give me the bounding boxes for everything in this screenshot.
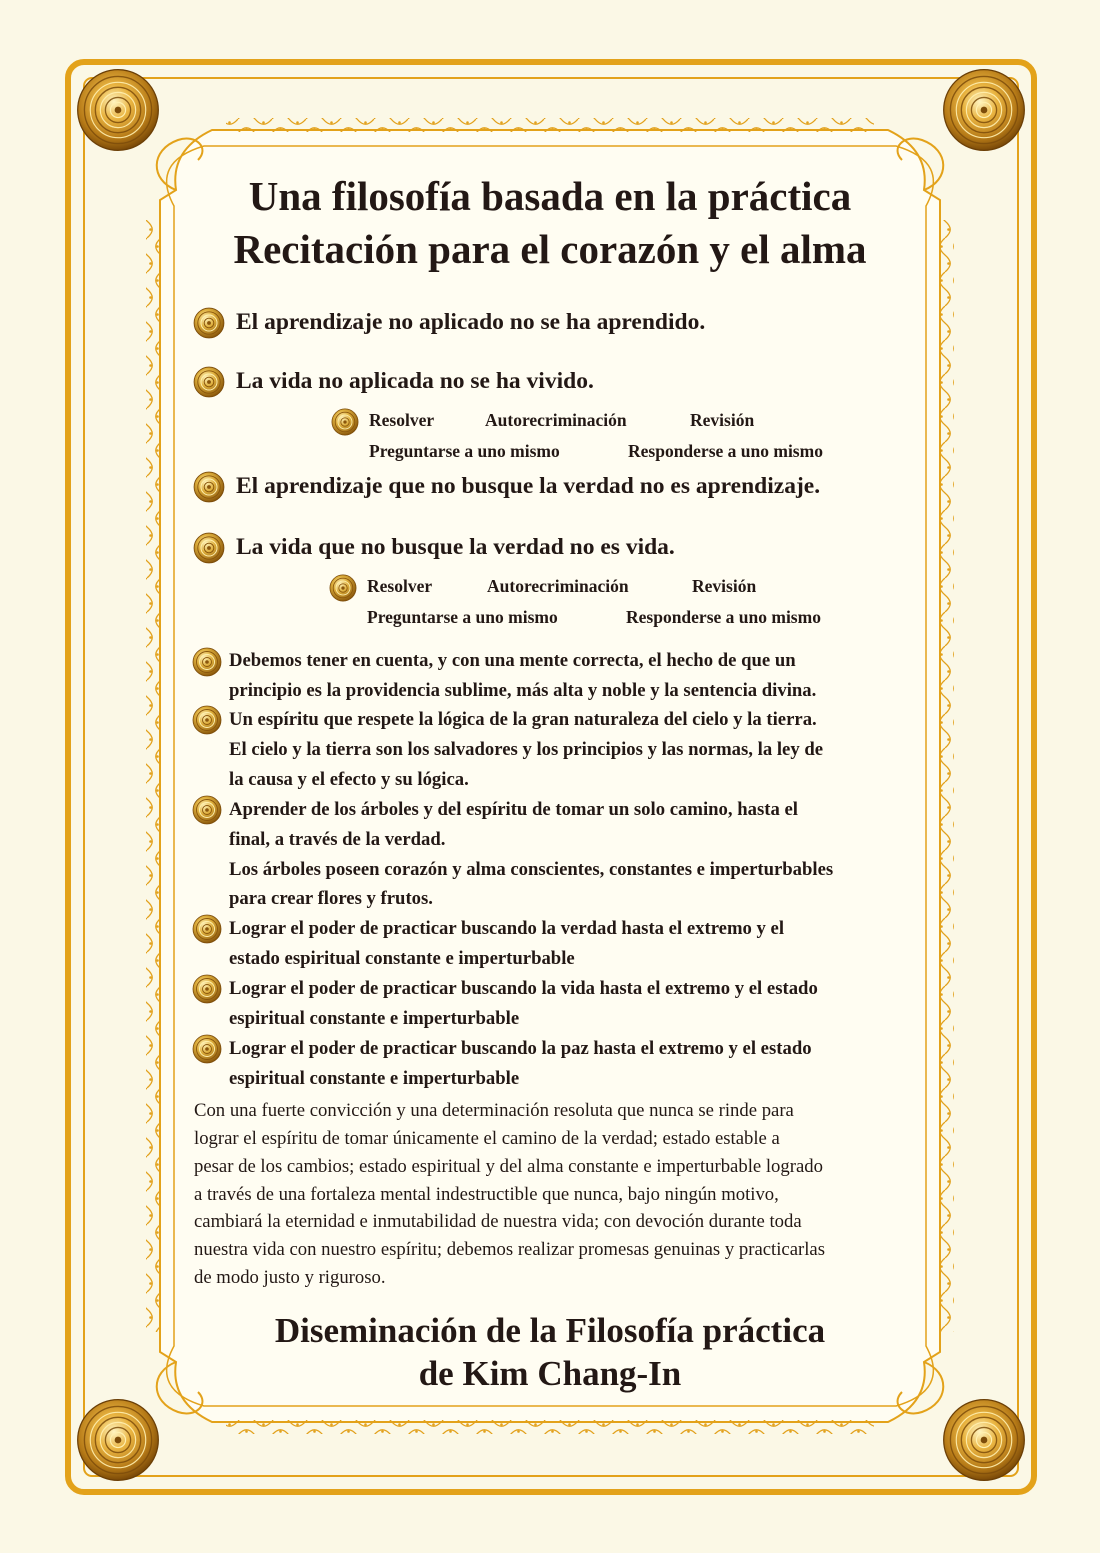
gold-bullet-icon — [192, 1034, 222, 1064]
practice-term: Autorecriminación — [487, 576, 629, 596]
principle-line: final, a través de la verdad. — [229, 829, 446, 850]
principle-line: Debemos tener en cuenta, y con una mente correcta, el hecho de que un — [229, 650, 796, 671]
gold-medallion-icon — [78, 70, 159, 151]
gold-bullet-icon — [193, 307, 225, 339]
paragraph-line: pesar de los cambios; estado espiritual y del alma constante e imperturbable logrado — [194, 1156, 823, 1177]
gold-bullet-icon — [193, 471, 225, 503]
practice-term: Preguntarse a uno mismo — [367, 607, 558, 627]
practice-term: Revisión — [690, 410, 755, 430]
closing-line-2: de Kim Chang-In — [418, 1354, 682, 1393]
principle-line: principio es la providencia sublime, más alta y noble y la sentencia divina. — [229, 680, 817, 701]
practice-term: Responderse a uno mismo — [628, 441, 823, 461]
practice-term: Autorecriminación — [485, 410, 627, 430]
principle-line: Aprender de los árboles y del espíritu de tomar un solo camino, hasta el — [229, 799, 798, 820]
principle-line: estado espiritual constante e imperturbable — [229, 948, 575, 969]
principle-line: Los árboles poseen corazón y alma conscientes, constantes e imperturbables — [229, 859, 834, 880]
principle-line: Lograr el poder de practicar buscando la vida hasta el extremo y el estado — [229, 978, 818, 999]
gold-medallion-icon — [944, 1400, 1025, 1481]
gold-bullet-icon — [192, 914, 222, 944]
principle-line: El cielo y la tierra son los salvadores y los principios y las normas, la ley de — [229, 739, 824, 760]
practice-term: Resolver — [369, 410, 435, 430]
principle-line: Lograr el poder de practicar buscando la verdad hasta el extremo y el — [229, 918, 785, 939]
main-item: La vida que no busque la verdad no es vida. — [236, 534, 675, 560]
practice-term: Revisión — [692, 576, 757, 596]
practice-term: Resolver — [367, 576, 433, 596]
main-item: El aprendizaje que no busque la verdad no es aprendizaje. — [236, 473, 821, 499]
gold-medallion-icon — [78, 1400, 159, 1481]
principle-line: espiritual constante e imperturbable — [229, 1068, 520, 1089]
gold-bullet-icon — [329, 574, 357, 602]
gold-bullet-icon — [192, 647, 222, 677]
practice-term: Preguntarse a uno mismo — [369, 441, 560, 461]
paragraph-line: cambiará la eternidad e inmutabilidad de nuestra vida; con devoción durante toda — [194, 1211, 802, 1232]
main-item: La vida no aplicada no se ha vivido. — [236, 368, 594, 394]
closing-line-1: Diseminación de la Filosofía práctica — [274, 1311, 826, 1350]
paragraph-line: Con una fuerte convicción y una determinación resoluta que nunca se rinde para — [194, 1100, 794, 1121]
gold-bullet-icon — [192, 974, 222, 1004]
gold-bullet-icon — [193, 366, 225, 398]
principle-line: espiritual constante e imperturbable — [229, 1008, 520, 1029]
gold-bullet-icon — [192, 705, 222, 735]
practice-term: Responderse a uno mismo — [626, 607, 821, 627]
gold-bullet-icon — [192, 795, 222, 825]
principle-line: para crear flores y frutos. — [229, 888, 433, 909]
title-line-1: Una filosofía basada en la práctica — [248, 173, 852, 219]
gold-bullet-icon — [193, 532, 225, 564]
gold-medallion-icon — [944, 70, 1025, 151]
gold-bullet-icon — [331, 408, 359, 436]
paragraph-line: lograr el espíritu de tomar únicamente el camino de la verdad; estado estable a — [194, 1128, 780, 1149]
principle-line: Un espíritu que respete la lógica de la gran naturaleza del cielo y la tierra. — [229, 709, 817, 730]
principle-line: Lograr el poder de practicar buscando la paz hasta el extremo y el estado — [229, 1038, 812, 1059]
principle-line: la causa y el efecto y su lógica. — [229, 769, 469, 790]
paragraph-line: de modo justo y riguroso. — [194, 1267, 386, 1288]
paragraph-line: a través de una fortaleza mental indestructible que nunca, bajo ningún motivo, — [194, 1184, 779, 1205]
paragraph-line: nuestra vida con nuestro espíritu; debemos realizar promesas genuinas y practicarlas — [194, 1239, 825, 1260]
title-line-2: Recitación para el corazón y el alma — [233, 226, 867, 272]
main-item: El aprendizaje no aplicado no se ha aprendido. — [236, 309, 706, 335]
